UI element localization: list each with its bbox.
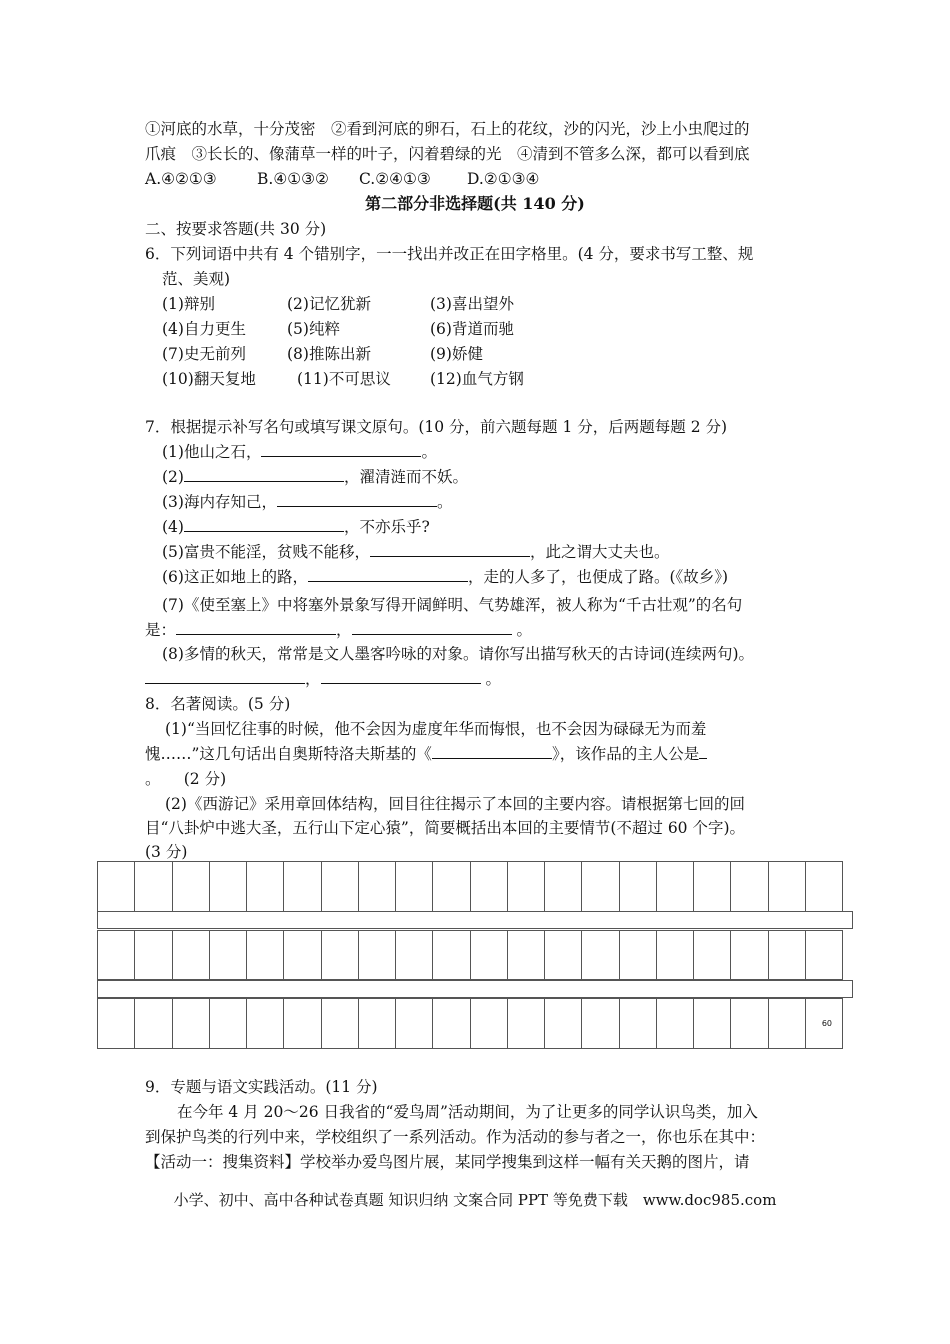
choice-c: C.②④①③ bbox=[359, 170, 431, 188]
q6-word: (3)喜出望外 bbox=[430, 295, 514, 313]
answer-blank[interactable] bbox=[261, 442, 421, 457]
q8-part1-line-1: (1)“当回忆往事的时候，他不会因为虚度年华而悔恨，也不会因为碌碌无为而羞 bbox=[165, 720, 707, 738]
grid-count-label: 60 bbox=[821, 1019, 832, 1028]
section-title: 二、按要求答题(共 30 分) bbox=[145, 220, 327, 238]
q5-option-line-2: 爪痕 ③长长的、像蒲草一样的叶子，闪着碧绿的光 ④清到不管多么深，都可以看到底 bbox=[145, 145, 750, 163]
part2-heading: 第二部分非选择题(共 140 分) bbox=[365, 194, 585, 213]
q7-intro: 7．根据提示补写名句或填写课文原句。(10 分，前六题每题 1 分，后两题每题 2 分) bbox=[145, 418, 728, 436]
q7-item-7-line-1: (7)《使至塞上》中将塞外景象写得开阔鲜明、气势雄浑，被人称为“千古壮观”的名句 bbox=[162, 596, 743, 614]
q6-word: (7)史无前列 bbox=[162, 345, 246, 363]
q6-word-row bbox=[162, 343, 483, 365]
q5-option-line-1: ①河底的水草，十分茂密 ②看到河底的卵石，石上的花纹，沙的闪光，沙上小虫爬过的 bbox=[145, 120, 750, 138]
q6-question-line-1: 6．下列词语中共有 4 个错别字，一一找出并改正在田字格里。(4 分，要求书写工整、规 bbox=[145, 245, 754, 263]
q6-word: (2)记忆犹新 bbox=[287, 295, 371, 313]
q8-part1-line-3: 。 (2 分) bbox=[145, 770, 227, 788]
q6-word-row bbox=[162, 293, 514, 315]
q5-choices bbox=[145, 168, 539, 190]
answer-grid-row-2[interactable] bbox=[97, 930, 843, 980]
answer-blank[interactable] bbox=[432, 744, 552, 759]
q7-item-1: (1)他山之石， 。 bbox=[162, 443, 437, 461]
q9-paragraph-line-3: 【活动一：搜集资料】学校举办爱鸟图片展，某同学搜集到这样一幅有关天鹅的图片，请 bbox=[145, 1153, 750, 1171]
q7-item-5: (5)富贵不能淫，贫贱不能移， ，此之谓大丈夫也。 bbox=[162, 543, 670, 561]
q6-word: (8)推陈出新 bbox=[287, 345, 371, 363]
q6-word: (10)翻天复地 bbox=[162, 370, 256, 388]
q6-word: (6)背道而驰 bbox=[430, 320, 514, 338]
answer-blank[interactable] bbox=[308, 567, 468, 582]
answer-blank[interactable] bbox=[352, 620, 512, 635]
q8-part1-line-2: 愧……”这几句话出自奥斯特洛夫斯基的《 》，该作品的主人公是 bbox=[145, 743, 707, 765]
q8-title: 8．名著阅读。(5 分) bbox=[145, 695, 291, 713]
q7-item-8-line-2: ， 。 bbox=[145, 668, 501, 690]
choice-a: A.④②①③ bbox=[145, 170, 217, 188]
q6-word-row bbox=[162, 368, 524, 390]
grid-row-gap bbox=[97, 911, 853, 929]
q6-word: (5)纯粹 bbox=[287, 320, 340, 338]
q8-part2-line-2: 目“八卦炉中逃大圣，五行山下定心猿”，简要概括出本回的主要情节(不超过 60 个字)。 bbox=[145, 819, 746, 837]
choice-b: B.④①③② bbox=[257, 170, 329, 188]
q7-item-7-line-2: 是： ， 。 bbox=[145, 621, 532, 639]
q7-item-6: (6)这正如地上的路， ，走的人多了，也便成了路。(《故乡》) bbox=[162, 568, 729, 586]
answer-blank[interactable] bbox=[277, 492, 437, 507]
q7-item-3: (3)海内存知己， 。 bbox=[162, 493, 453, 511]
q6-word-row bbox=[162, 318, 514, 340]
q6-word: (11)不可思议 bbox=[297, 370, 391, 388]
answer-grid-row-3[interactable] bbox=[97, 998, 843, 1049]
q8-part2-line-3: (3 分) bbox=[145, 843, 188, 861]
answer-blank[interactable] bbox=[176, 620, 336, 635]
grid-row-gap bbox=[97, 980, 853, 998]
answer-blank[interactable] bbox=[321, 669, 481, 684]
q9-title: 9．专题与语文实践活动。(11 分) bbox=[145, 1078, 378, 1096]
q9-paragraph-line-1: 在今年 4 月 20～26 日我省的“爱鸟周”活动期间，为了让更多的同学认识鸟类，加入 bbox=[177, 1103, 758, 1121]
answer-blank[interactable] bbox=[145, 669, 305, 684]
q6-question-line-2: 范、美观) bbox=[162, 270, 231, 288]
answer-blank[interactable] bbox=[184, 467, 344, 482]
q6-word: (12)血气方钢 bbox=[430, 370, 524, 388]
answer-grid-row-1[interactable] bbox=[97, 861, 843, 912]
q7-item-8-line-1: (8)多情的秋天，常常是文人墨客吟咏的对象。请你写出描写秋天的古诗词(连续两句)。 bbox=[162, 645, 755, 663]
answer-blank[interactable] bbox=[184, 517, 344, 532]
answer-blank[interactable] bbox=[370, 542, 530, 557]
q6-word: (4)自力更生 bbox=[162, 320, 246, 338]
q9-paragraph-line-2: 到保护鸟类的行列中来，学校组织了一系列活动。作为活动的参与者之一，你也乐在其中： bbox=[145, 1128, 766, 1146]
q7-item-4: (4) ，不亦乐乎? bbox=[162, 518, 430, 536]
answer-blank[interactable] bbox=[699, 744, 707, 759]
q6-word: (9)娇健 bbox=[430, 345, 483, 363]
q8-part2-line-1: (2)《西游记》采用章回体结构，回目往往揭示了本回的主要内容。请根据第七回的回 bbox=[165, 795, 745, 813]
q6-word: (1)辩别 bbox=[162, 295, 215, 313]
q7-item-2: (2) ，濯清涟而不妖。 bbox=[162, 468, 468, 486]
choice-d: D.②①③④ bbox=[467, 170, 540, 188]
page-footer: 小学、初中、高中各种试卷真题 知识归纳 文案合同 PPT 等免费下载 www.doc985.com bbox=[173, 1191, 777, 1209]
